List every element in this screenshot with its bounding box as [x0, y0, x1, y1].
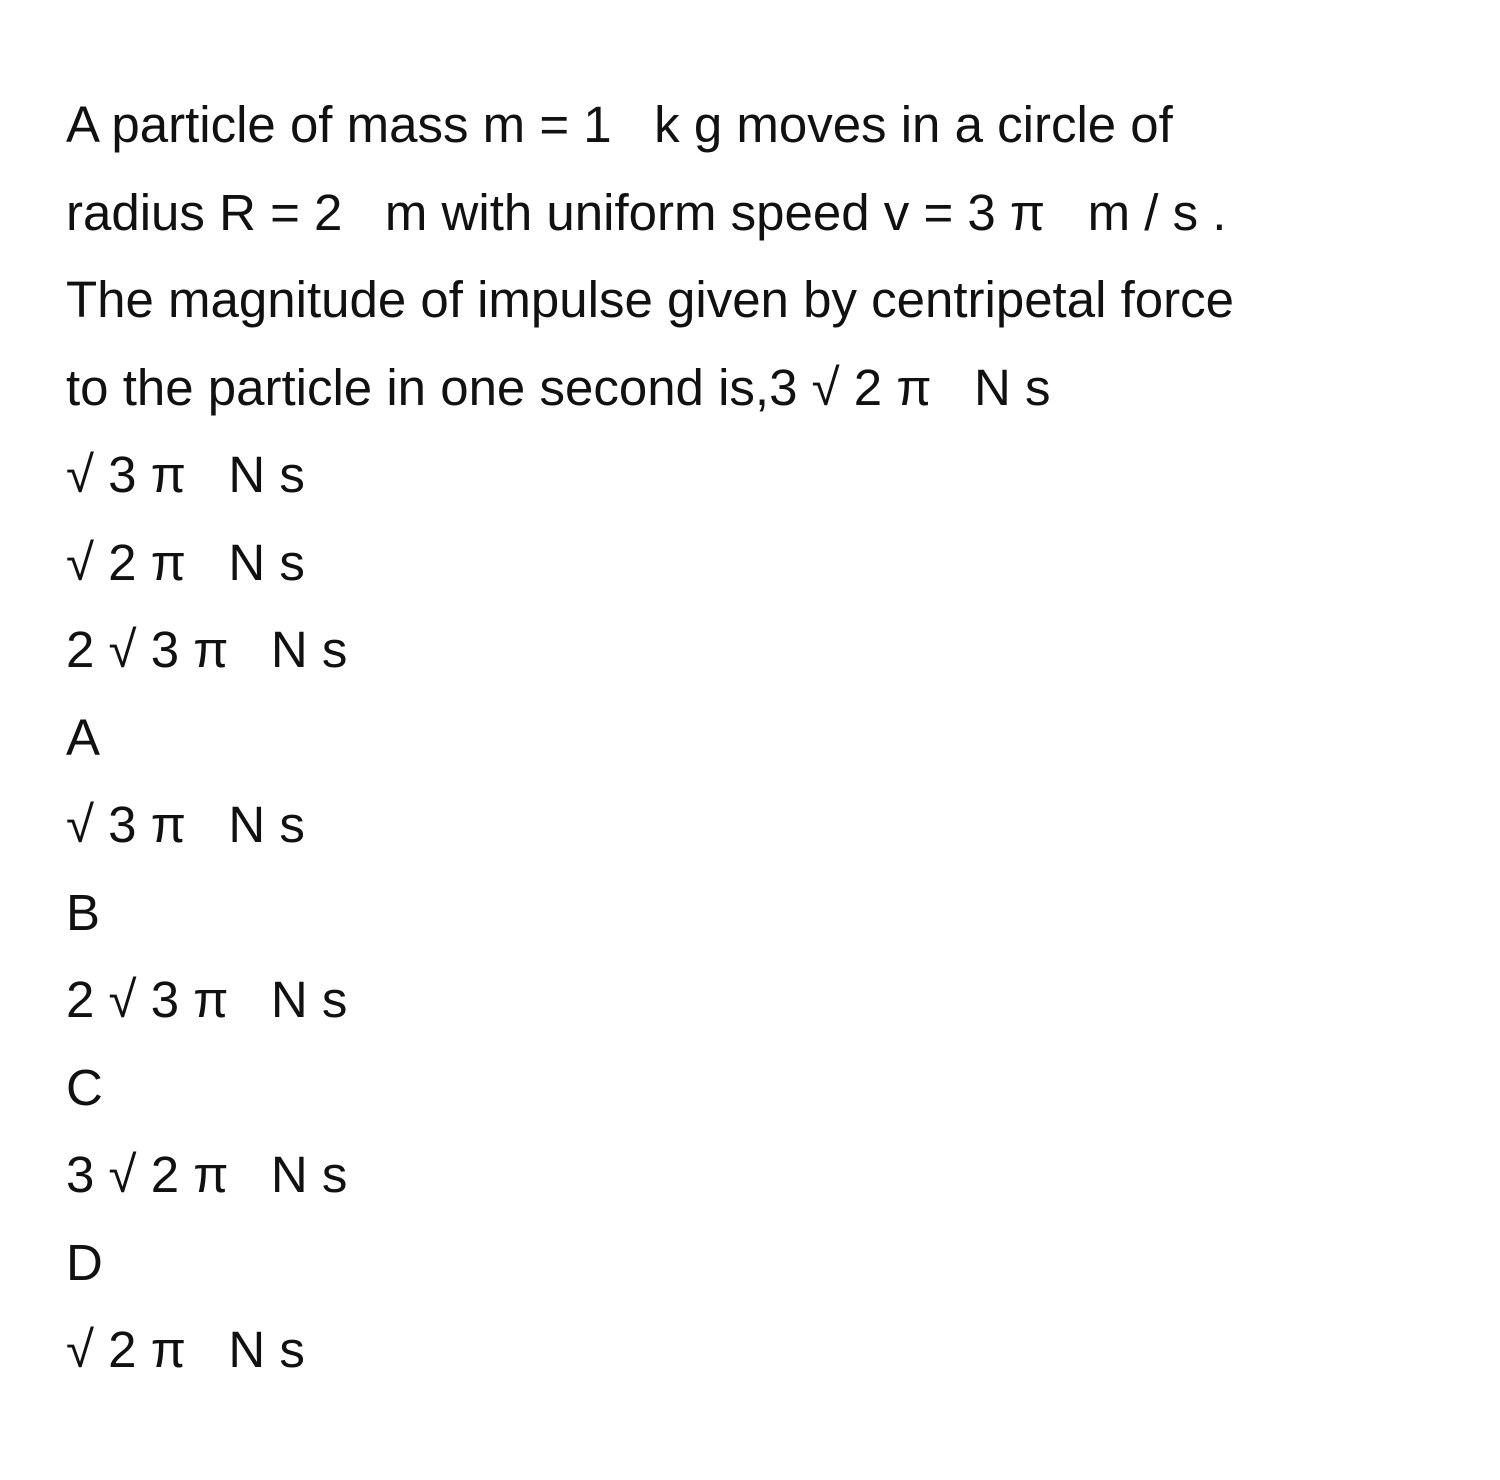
- choice-c-text[interactable]: 3 √ 2 π N s: [66, 1146, 348, 1203]
- question-line: A particle of mass m = 1 k g moves in a circle of: [66, 96, 1173, 153]
- question-line: to the particle in one second is,3 √ 2 π N s: [66, 358, 1051, 416]
- choice-d-text[interactable]: √ 2 π N s: [66, 1321, 305, 1378]
- inline-option: √ 2 π N s: [66, 533, 305, 591]
- choice-c-letter[interactable]: C: [66, 1058, 103, 1116]
- choice-d-letter[interactable]: D: [66, 1233, 103, 1291]
- question-line: radius R = 2 m with uniform speed v = 3 π m / s .: [66, 183, 1227, 241]
- inline-option: 2 √ 3 π N s: [66, 621, 348, 678]
- choice-a-letter[interactable]: A: [66, 708, 101, 766]
- question-line: The magnitude of impulse given by centripetal force: [66, 271, 1234, 328]
- question-content: [66, 81, 1446, 1394]
- choice-a-text[interactable]: √ 3 π N s: [66, 796, 305, 853]
- inline-option: √ 3 π N s: [66, 446, 305, 503]
- choice-b-letter[interactable]: B: [66, 883, 101, 941]
- choice-b-text[interactable]: 2 √ 3 π N s: [66, 971, 348, 1028]
